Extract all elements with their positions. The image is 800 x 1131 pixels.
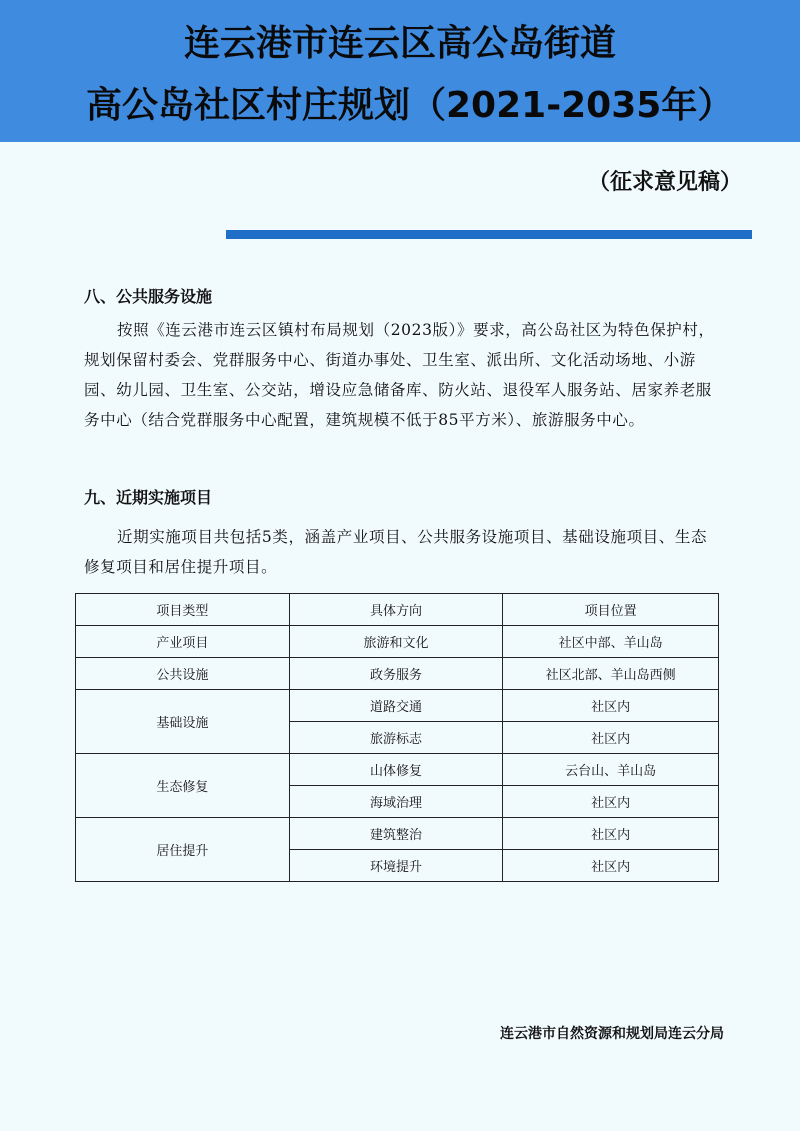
cell-direction: 政务服务 (289, 658, 503, 690)
table-row (76, 690, 719, 722)
cell-direction: 旅游和文化 (289, 626, 503, 658)
cell-type: 生态修复 (76, 754, 290, 818)
cell-type: 公共设施 (76, 658, 290, 690)
cell-location: 社区内 (503, 690, 719, 722)
cell-direction: 海域治理 (289, 786, 503, 818)
section-9-heading: 九、近期实施项目 (84, 488, 213, 507)
cell-location: 社区内 (503, 786, 719, 818)
cell-location: 社区内 (503, 722, 719, 754)
cell-direction: 山体修复 (289, 754, 503, 786)
cell-location: 云台山、羊山岛 (503, 754, 719, 786)
cell-type: 居住提升 (76, 818, 290, 882)
cell-direction: 道路交通 (289, 690, 503, 722)
cell-location: 社区内 (503, 818, 719, 850)
cell-direction: 旅游标志 (289, 722, 503, 754)
title-line-1: 连云港市连云区高公岛街道 (183, 23, 616, 64)
cell-type: 产业项目 (76, 626, 290, 658)
cell-direction: 建筑整治 (289, 818, 503, 850)
table-row (76, 818, 719, 850)
table-row (76, 658, 719, 690)
section-8-heading: 八、公共服务设施 (84, 287, 213, 306)
section-9-paragraph: 近期实施项目共包括5类，涵盖产业项目、公共服务设施项目、基础设施项目、生态修复项目和居住提升项目。 (84, 528, 708, 576)
table-row (76, 626, 719, 658)
cell-direction: 环境提升 (289, 850, 503, 882)
table-header-row (76, 594, 719, 626)
header-type: 项目类型 (76, 594, 290, 626)
table-row (76, 754, 719, 786)
cell-type: 基础设施 (76, 690, 290, 754)
issuer-footer: 连云港市自然资源和规划局连云分局 (500, 1026, 724, 1042)
header-direction: 具体方向 (289, 594, 503, 626)
header-location: 项目位置 (503, 594, 719, 626)
title-line-2: 高公岛社区村庄规划（2021-2035年） (86, 85, 734, 126)
cell-location: 社区北部、羊山岛西侧 (503, 658, 719, 690)
project-table (75, 593, 719, 882)
title-banner (0, 0, 800, 142)
cell-location: 社区中部、羊山岛 (503, 626, 719, 658)
cell-location: 社区内 (503, 850, 719, 882)
section-8-paragraph: 按照《连云港市连云区镇村布局规划（2023版）》要求，高公岛社区为特色保护村，规划保留村委会、党群服务中心、街道办事处、卫生室、派出所、文化活动场地、小游园、幼儿园、卫生室、公交站，增设应急储备库、防火站、退役军人服务站、居家养老服务中心（结合党群服务中心配置，建筑规模不低于85平方米）、旅游服务中心。 (84, 321, 715, 429)
divider-bar (226, 230, 752, 239)
draft-label: （征求意见稿） (587, 170, 742, 195)
